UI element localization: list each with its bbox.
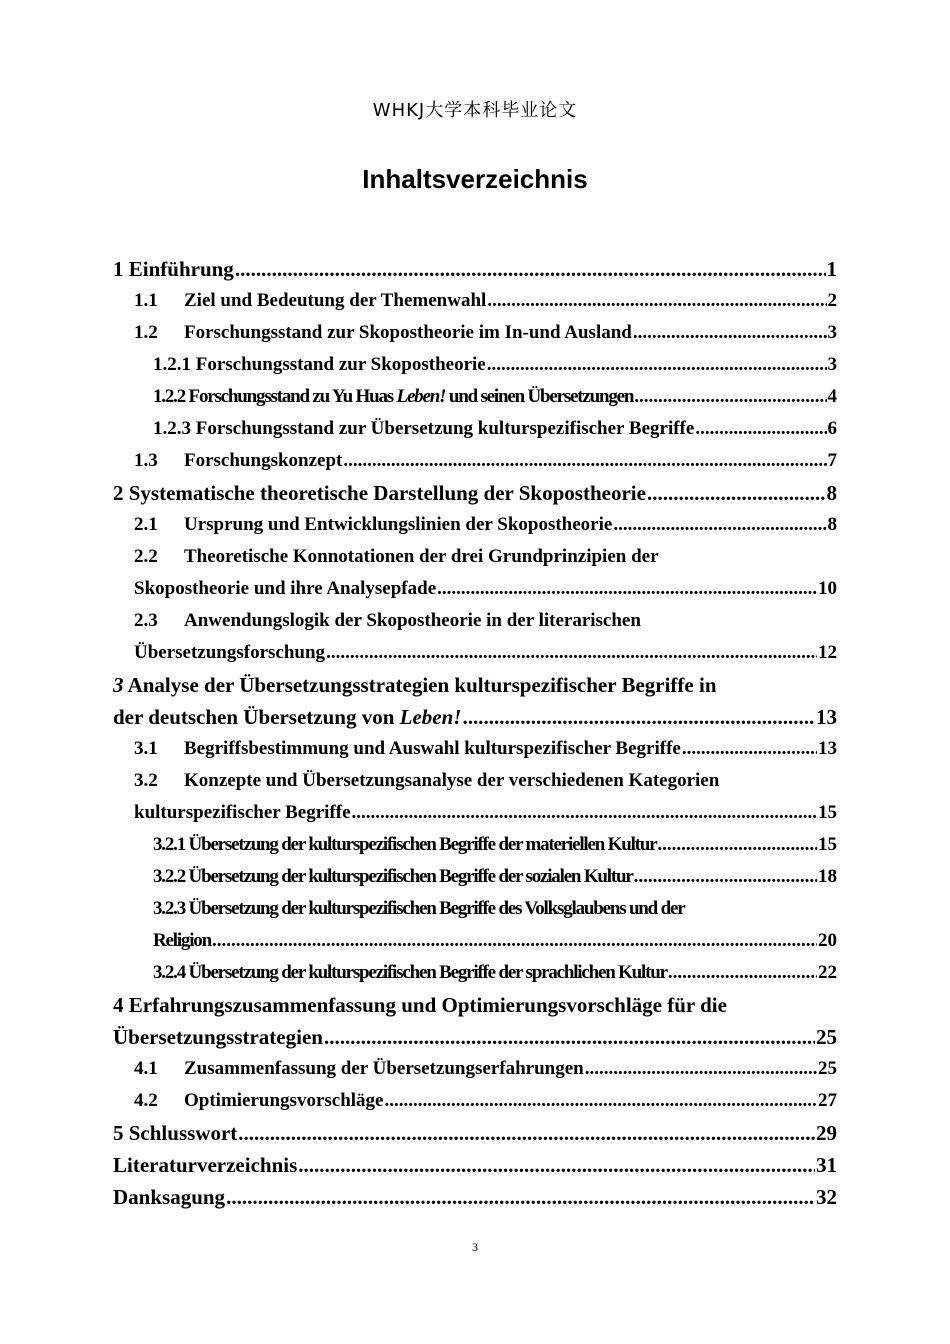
dot-leader <box>352 797 817 829</box>
toc-entry-1-2-2[interactable] <box>113 381 837 413</box>
toc-entry-1-1[interactable] <box>113 285 837 317</box>
toc-entry-page: 7 <box>827 450 837 471</box>
toc-entry-4[interactable] <box>113 989 837 1053</box>
toc-entry-number: 4.2 <box>134 1090 158 1111</box>
toc-entry-title: 1 Einführung <box>113 257 234 281</box>
dot-leader <box>385 1085 818 1117</box>
toc-entry-number: 4.1 <box>134 1058 158 1079</box>
toc-entry-title-cont: Skopostheorie und ihre Analysepfade <box>134 578 437 599</box>
toc-entry-title: Zusammenfassung der Übersetzungserfahrungen <box>184 1058 584 1079</box>
toc-entry-number: 1.2 <box>134 322 158 343</box>
toc-entry-page: 29 <box>816 1121 837 1145</box>
toc-entry-danksagung[interactable] <box>113 1181 837 1213</box>
toc-entry-2-2[interactable] <box>113 541 837 605</box>
toc-entry-3-2-2[interactable] <box>113 861 837 893</box>
page-title: Inhaltsverzeichnis <box>362 164 588 194</box>
toc-entry-4-1[interactable] <box>113 1053 837 1085</box>
dot-leader <box>668 957 817 989</box>
dot-leader <box>343 445 826 477</box>
toc-entry-title: Analyse der Übersetzungsstrategien kulturspezifischer Begriffe in <box>123 673 717 697</box>
toc-entry-page: 12 <box>818 642 837 663</box>
toc-entry-4-2[interactable] <box>113 1085 837 1117</box>
toc-entry-1-2-1[interactable] <box>113 349 837 381</box>
toc-entry-page: 2 <box>827 290 837 311</box>
toc-entry-page: 4 <box>827 386 837 407</box>
toc-entry-title-cont: Übersetzungsstrategien <box>113 1025 323 1049</box>
toc-entry-page: 13 <box>816 705 837 729</box>
toc-entry-page: 25 <box>816 1025 837 1049</box>
dot-leader <box>682 733 817 765</box>
toc-entry-title: Forschungskonzept <box>184 450 343 471</box>
toc-entry-title: Ziel und Bedeutung der Themenwahl <box>184 290 487 311</box>
toc-entry-title: 2 Systematische theoretische Darstellung der Skopostheorie <box>113 481 646 505</box>
toc-entry-number: 2.3 <box>134 610 158 631</box>
toc-entry-title-italic: Leben! <box>396 386 446 407</box>
toc-entry-title-cont: Übersetzungsforschung <box>134 642 326 663</box>
toc-entry-title: 1.2.3 Forschungsstand zur Übersetzung kulturspezifischer Begriffe <box>153 418 695 439</box>
toc-entry-page: 20 <box>818 930 837 951</box>
toc-entry-number: 3 <box>113 673 124 697</box>
dot-leader <box>585 1053 817 1085</box>
dot-leader <box>326 637 817 669</box>
dot-leader <box>613 509 826 541</box>
toc-entry-title: 3.2.2 Übersetzung der kulturspezifischen Begriffe der sozialen Kultur <box>153 866 633 887</box>
toc-entry-title: 3.2.4 Übersetzung der kulturspezifischen Begriffe der sprachlichen Kultur <box>153 962 667 983</box>
toc-entry-literaturverzeichnis[interactable] <box>113 1149 837 1181</box>
toc-entry-page: 18 <box>818 866 837 887</box>
toc-entry-title-italic: Leben! <box>399 705 462 729</box>
dot-leader <box>647 477 826 509</box>
dot-leader <box>487 349 827 381</box>
page-header: WHKJ大学本科毕业论文 <box>372 100 578 121</box>
toc-entry-2[interactable] <box>113 477 837 509</box>
toc-entry-1-2[interactable] <box>113 317 837 349</box>
dot-leader <box>634 381 826 413</box>
toc-entry-title: Konzepte und Übersetzungsanalyse der verschiedenen Kategorien <box>184 770 720 791</box>
dot-leader <box>437 573 817 605</box>
toc-entry-page: 10 <box>818 578 837 599</box>
toc-entry-title: Danksagung <box>113 1185 226 1209</box>
toc-entry-title: 3.2.3 Übersetzung der kulturspezifischen Begriffe des Volksglaubens und der <box>153 898 685 919</box>
dot-leader <box>634 861 817 893</box>
toc-entry-page: 27 <box>818 1090 837 1111</box>
toc-entry-page: 6 <box>827 418 837 439</box>
toc-entry-title: Ursprung und Entwicklungslinien der Skopostheorie <box>184 514 613 535</box>
toc-entry-1-2-3[interactable] <box>113 413 837 445</box>
toc-entry-title: 3.2.1 Übersetzung der kulturspezifischen Begriffe der materiellen Kultur <box>153 834 657 855</box>
dot-leader <box>226 1181 815 1213</box>
toc-entry-1-3[interactable] <box>113 445 837 477</box>
toc-entry-title: Optimierungsvorschläge <box>184 1090 384 1111</box>
toc-entry-title: 4 Erfahrungszusammenfassung und Optimierungsvorschläge für die <box>113 993 727 1017</box>
toc-entry-number: 3.1 <box>134 738 158 759</box>
toc-entry-number: 3.2 <box>134 770 158 791</box>
toc-entry-title-rest: und seinen Übersetzungen <box>445 386 634 407</box>
toc-entry-title: Theoretische Konnotationen der drei Grundprinzipien der <box>184 546 659 567</box>
toc-entry-page: 15 <box>818 802 837 823</box>
toc-entry-title: Begriffsbestimmung und Auswahl kulturspezifischer Begriffe <box>184 738 681 759</box>
toc-entry-page: 3 <box>827 322 837 343</box>
toc-entry-3[interactable] <box>113 669 837 733</box>
toc-entry-number: 2.1 <box>134 514 158 535</box>
toc-entry-title: 5 Schlusswort <box>113 1121 238 1145</box>
toc-entry-page: 8 <box>826 481 837 505</box>
toc-entry-number: 1.1 <box>134 290 158 311</box>
toc-entry-3-1[interactable] <box>113 733 837 765</box>
dot-leader <box>633 317 827 349</box>
dot-leader <box>235 253 826 285</box>
toc-entry-page: 32 <box>816 1185 837 1209</box>
toc-entry-page: 3 <box>827 354 837 375</box>
toc-entry-2-3[interactable] <box>113 605 837 669</box>
toc-entry-title: Forschungsstand zur Skopostheorie im In-und Ausland <box>184 322 632 343</box>
toc-entry-title-cont: der deutschen Übersetzung von <box>113 705 400 729</box>
toc-entry-3-2-1[interactable] <box>113 829 837 861</box>
toc-entry-3-2-4[interactable] <box>113 957 837 989</box>
dot-leader <box>657 829 817 861</box>
toc-entry-title-cont: kulturspezifischer Begriffe <box>134 802 351 823</box>
page-number: 3 <box>472 1240 478 1254</box>
toc-entry-page: 31 <box>816 1153 837 1177</box>
toc-entry-title-cont: Religion <box>153 930 211 951</box>
dot-leader <box>462 701 815 733</box>
toc-entry-number: 1.3 <box>134 450 158 471</box>
dot-leader <box>487 285 826 317</box>
dot-leader <box>298 1149 815 1181</box>
toc-entry-page: 13 <box>818 738 837 759</box>
toc-entry-title: 1.2.2 Forschungsstand zu Yu Huas <box>153 386 397 407</box>
toc-entry-page: 15 <box>818 834 837 855</box>
dot-leader <box>695 413 826 445</box>
toc-entry-page: 8 <box>827 514 837 535</box>
toc-entry-3-2[interactable] <box>113 765 837 829</box>
dot-leader <box>324 1021 815 1053</box>
toc-entry-title: Anwendungslogik der Skopostheorie in der literarischen <box>184 610 641 631</box>
dot-leader <box>238 1117 815 1149</box>
toc-entry-2-1[interactable] <box>113 509 837 541</box>
toc-entry-3-2-3[interactable] <box>113 893 837 957</box>
dot-leader <box>212 925 817 957</box>
toc-entry-page: 22 <box>818 962 837 983</box>
toc-entry-number: 2.2 <box>134 546 158 567</box>
toc-entry-page: 25 <box>818 1058 837 1079</box>
table-of-contents <box>113 253 837 1213</box>
toc-entry-title: Literaturverzeichnis <box>113 1153 298 1177</box>
toc-entry-1[interactable] <box>113 253 837 285</box>
toc-entry-page: 1 <box>826 257 837 281</box>
toc-entry-5[interactable] <box>113 1117 837 1149</box>
toc-entry-title: 1.2.1 Forschungsstand zur Skopostheorie <box>153 354 486 375</box>
